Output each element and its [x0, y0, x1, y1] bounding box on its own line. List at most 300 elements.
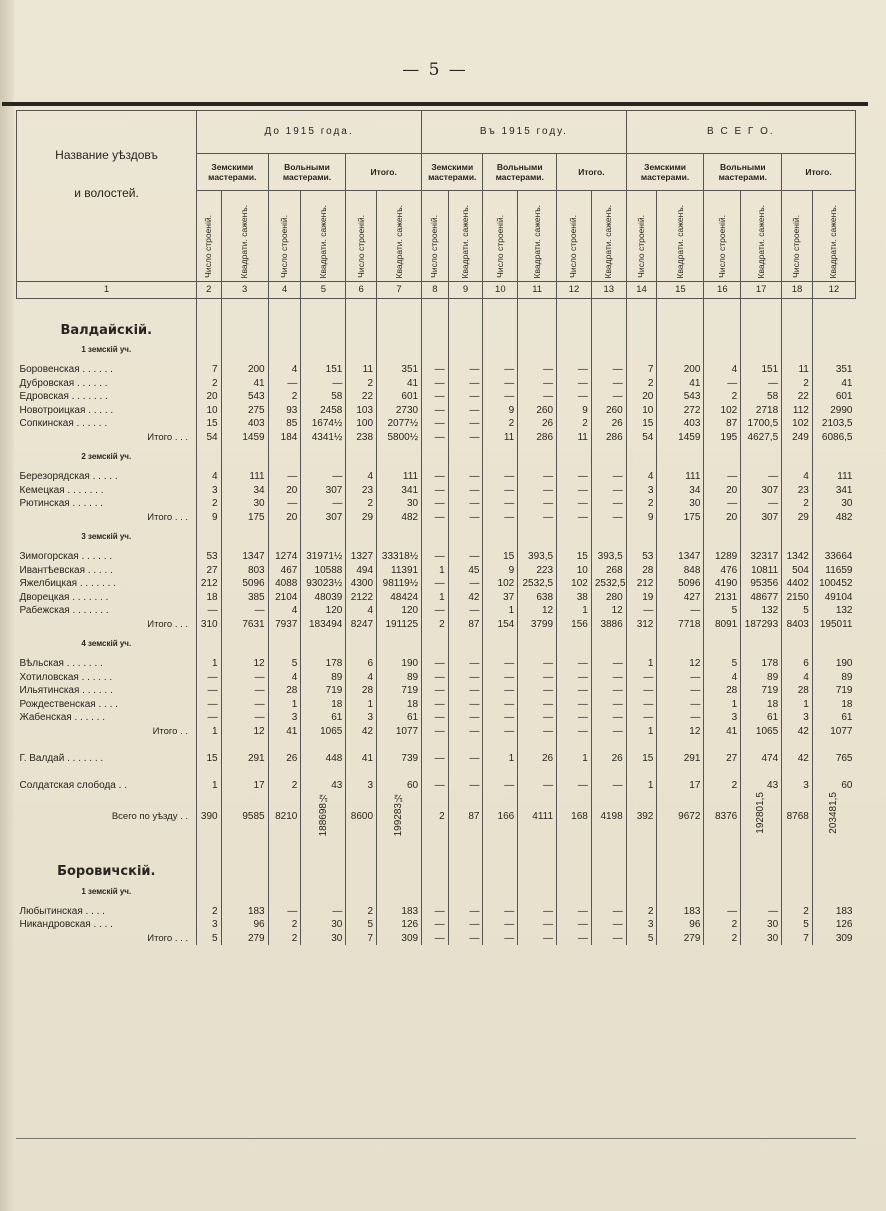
row-value: 4402	[782, 577, 813, 591]
row-value: 195	[704, 431, 741, 445]
row-value: 18	[812, 698, 855, 712]
row-value: 2	[346, 377, 377, 391]
row-value: —	[448, 417, 483, 431]
header-col-count: Число строеній.	[557, 191, 592, 282]
row-value: 385	[221, 591, 268, 605]
row-value: 30	[301, 918, 346, 932]
row-value: 1	[422, 591, 449, 605]
row-name: Сопкинская . . . . . .	[19, 418, 108, 429]
row-value: —	[518, 918, 557, 932]
row-value: —	[483, 363, 518, 377]
row-value: 191125	[377, 618, 422, 632]
row-value: 4111	[518, 792, 557, 841]
district-section-row	[17, 879, 856, 905]
row-value: 8768	[782, 792, 813, 841]
row-value: —	[448, 684, 483, 698]
row-value: 5	[782, 604, 813, 618]
row-value: 2	[268, 932, 301, 946]
row-value: 392	[626, 792, 657, 841]
region-name: Боровичскій.	[57, 864, 156, 879]
row-value: —	[448, 497, 483, 511]
top-rule	[2, 102, 868, 106]
row-value: —	[422, 363, 449, 377]
row-value: 102	[557, 577, 592, 591]
row-value: 61	[741, 711, 782, 725]
row-value: —	[518, 684, 557, 698]
row-value: 61	[301, 711, 346, 725]
row-value: 183	[657, 905, 704, 919]
row-value: 22	[782, 390, 813, 404]
row-value: 41	[377, 377, 422, 391]
row-value: 1065	[301, 725, 346, 739]
row-value: 3	[782, 711, 813, 725]
header-col-index: 5	[301, 282, 346, 299]
row-value: 2150	[782, 591, 813, 605]
row-name: Итого . . .	[147, 511, 189, 523]
row-value: 3	[197, 484, 222, 498]
row-value: 1077	[377, 725, 422, 739]
header-col-index: 9	[448, 282, 483, 299]
bottom-rule	[16, 1138, 856, 1139]
row-value: 30	[741, 918, 782, 932]
row-value: 8091	[704, 618, 741, 632]
row-value: 848	[657, 564, 704, 578]
header-col-index: 12	[812, 282, 855, 299]
row-value: 54	[197, 431, 222, 445]
row-value: 184	[268, 431, 301, 445]
row-value: 10588	[301, 564, 346, 578]
row-value: 28	[704, 684, 741, 698]
row-value: 351	[377, 363, 422, 377]
row-value: 183494	[301, 618, 346, 632]
row-value: 1	[268, 698, 301, 712]
row-value: —	[518, 497, 557, 511]
header-col-count: Число строеній.	[704, 191, 741, 282]
row-value: —	[483, 657, 518, 671]
row-value: 2	[782, 497, 813, 511]
row-value: 309	[812, 932, 855, 946]
header-col-index: 2	[197, 282, 222, 299]
row-value: —	[422, 918, 449, 932]
row-value: 4	[782, 671, 813, 685]
row-value: 111	[812, 470, 855, 484]
row-value: —	[591, 932, 626, 946]
table-row	[17, 550, 856, 564]
row-value: —	[422, 932, 449, 946]
row-value: 719	[301, 684, 346, 698]
row-value: 286	[518, 431, 557, 445]
row-value: 2	[197, 497, 222, 511]
row-name: Итого . .	[152, 725, 189, 737]
row-value: 3799	[518, 618, 557, 632]
row-name: Ильятинская . . . . . .	[19, 685, 113, 696]
row-value: —	[591, 377, 626, 391]
table-row	[17, 577, 856, 591]
row-value: 3	[268, 711, 301, 725]
row-value: 341	[377, 484, 422, 498]
row-value: 100452	[812, 577, 855, 591]
row-value: —	[704, 470, 741, 484]
row-value: —	[518, 779, 557, 793]
row-name: Новотроицкая . . . . .	[19, 404, 114, 416]
row-value: 212	[197, 577, 222, 591]
row-value: 2131	[704, 591, 741, 605]
row-value: —	[591, 470, 626, 484]
row-value: 11	[346, 363, 377, 377]
row-value: 2	[704, 390, 741, 404]
row-name: Березорядская . . . . .	[19, 471, 118, 482]
row-value: —	[591, 698, 626, 712]
row-value: 30	[221, 497, 268, 511]
row-value: —	[483, 377, 518, 391]
header-col-area: Квадрати. саженъ.	[377, 191, 422, 282]
table-row	[17, 363, 856, 377]
row-value: 2458	[301, 404, 346, 418]
row-value: 30	[301, 932, 346, 946]
row-value: —	[557, 698, 592, 712]
row-value: 5800½	[377, 431, 422, 445]
row-value: 272	[657, 404, 704, 418]
row-value: 102	[483, 577, 518, 591]
header-col-area: Квадрати. саженъ.	[812, 191, 855, 282]
row-value: 28	[268, 684, 301, 698]
row-name: Хотиловская . . . . . .	[19, 671, 113, 683]
region-row	[17, 841, 856, 879]
row-value: —	[422, 470, 449, 484]
header-names	[17, 111, 197, 282]
row-value: 2	[422, 618, 449, 632]
row-value: 7	[197, 363, 222, 377]
row-value: 4	[704, 363, 741, 377]
row-value: —	[448, 470, 483, 484]
row-value: 5096	[221, 577, 268, 591]
row-value: 9585	[221, 792, 268, 841]
header-col-area: Квадрати. саженъ.	[518, 191, 557, 282]
header-col-area: Квадрати. саженъ.	[448, 191, 483, 282]
row-value: —	[422, 417, 449, 431]
row-value: 4	[197, 470, 222, 484]
row-value: 212	[626, 577, 657, 591]
row-value: 33664	[812, 550, 855, 564]
table-row	[17, 698, 856, 712]
row-value: 30	[377, 497, 422, 511]
row-value: 96	[221, 918, 268, 932]
row-value: 32317	[741, 550, 782, 564]
header-sub-itogo: Итого.	[557, 154, 627, 191]
row-value: —	[483, 711, 518, 725]
row-value: —	[268, 470, 301, 484]
row-value: 601	[377, 390, 422, 404]
header-col-area: Квадрати. саженъ.	[301, 191, 346, 282]
row-value: 494	[346, 564, 377, 578]
row-value: 1342	[782, 550, 813, 564]
row-value: 12	[591, 604, 626, 618]
row-value: —	[518, 511, 557, 525]
region-name: Валдайскій.	[60, 322, 153, 337]
table-row	[17, 564, 856, 578]
district-section-row	[17, 631, 856, 657]
row-value: 2	[704, 918, 741, 932]
row-value: —	[557, 725, 592, 739]
row-value: 3	[346, 779, 377, 793]
row-value: —	[591, 484, 626, 498]
row-value: 29	[346, 511, 377, 525]
row-value: 28	[782, 684, 813, 698]
row-value: —	[591, 363, 626, 377]
row-value: 15	[197, 752, 222, 766]
row-value: —	[422, 684, 449, 698]
row-name: Боровенская . . . . . .	[19, 364, 113, 375]
header-sub-zemsk: Земскими мастерами.	[422, 154, 483, 191]
row-value: 42	[782, 752, 813, 766]
row-value: 1065	[741, 725, 782, 739]
row-value: 1	[422, 564, 449, 578]
row-value: 34	[221, 484, 268, 498]
row-value: —	[657, 711, 704, 725]
row-value: 89	[377, 671, 422, 685]
row-value: 3	[626, 918, 657, 932]
row-value: —	[422, 671, 449, 685]
row-value: 183	[377, 905, 422, 919]
row-value: —	[197, 711, 222, 725]
row-value: 5	[346, 918, 377, 932]
row-value: —	[557, 377, 592, 391]
row-value: —	[448, 932, 483, 946]
table-row	[17, 618, 856, 632]
row-value: 2990	[812, 404, 855, 418]
row-value: 310	[197, 618, 222, 632]
row-value: —	[518, 470, 557, 484]
row-value: 4	[782, 470, 813, 484]
page-edge	[0, 0, 14, 1211]
header-col-index: 15	[657, 282, 704, 299]
row-value: —	[557, 932, 592, 946]
table-row	[17, 918, 856, 932]
row-value: 43	[741, 779, 782, 793]
row-value: —	[518, 725, 557, 739]
row-value: 18	[301, 698, 346, 712]
row-value: 2	[422, 792, 449, 841]
row-value: 12	[518, 604, 557, 618]
table-row	[17, 591, 856, 605]
row-name: Яжелбицкая . . . . . . .	[19, 578, 116, 589]
header-col-count: Число строеній.	[197, 191, 222, 282]
row-value: 1	[197, 725, 222, 739]
row-value: —	[591, 684, 626, 698]
row-value: —	[422, 377, 449, 391]
row-value: 448	[301, 752, 346, 766]
row-value: 31971½	[301, 550, 346, 564]
row-value: 2	[346, 905, 377, 919]
row-value: 178	[301, 657, 346, 671]
row-value: 11	[782, 363, 813, 377]
row-value: 154	[483, 618, 518, 632]
row-value: —	[557, 657, 592, 671]
row-value: 17	[657, 779, 704, 793]
row-value: 5	[782, 918, 813, 932]
row-value: —	[448, 657, 483, 671]
row-value: 48039	[301, 591, 346, 605]
row-value: 1	[483, 604, 518, 618]
row-value: 22	[346, 390, 377, 404]
row-value: 6	[782, 657, 813, 671]
row-value: 126	[812, 918, 855, 932]
row-value: 37	[483, 591, 518, 605]
row-name: Жабенская . . . . . .	[19, 712, 106, 723]
table-row	[17, 779, 856, 793]
row-value: 1	[626, 779, 657, 793]
row-value: —	[268, 377, 301, 391]
header-col-count: Число строеній.	[782, 191, 813, 282]
row-value: 41	[268, 725, 301, 739]
row-value: 1	[626, 657, 657, 671]
row-value: 291	[657, 752, 704, 766]
row-value: 291	[221, 752, 268, 766]
row-value: 60	[812, 779, 855, 793]
row-value: 178	[741, 657, 782, 671]
row-value: —	[557, 497, 592, 511]
row-value: 12	[657, 725, 704, 739]
row-value: —	[704, 497, 741, 511]
row-name: Дубровская . . . . . .	[19, 377, 108, 389]
row-value: —	[741, 470, 782, 484]
row-value: —	[591, 779, 626, 793]
row-value: —	[518, 363, 557, 377]
header-group-in: Въ 1915 году.	[422, 111, 627, 154]
district-section-row	[17, 444, 856, 470]
row-value: 4	[346, 604, 377, 618]
row-value: 58	[741, 390, 782, 404]
row-value: 280	[591, 591, 626, 605]
row-value: —	[518, 698, 557, 712]
row-value: 18	[377, 698, 422, 712]
row-value: 279	[221, 932, 268, 946]
row-value: 187293	[741, 618, 782, 632]
row-value: 89	[812, 671, 855, 685]
row-value: 199283½	[377, 792, 422, 841]
row-value: 23	[346, 484, 377, 498]
row-name: Итого . . .	[147, 618, 189, 630]
row-value: —	[268, 497, 301, 511]
row-value: 53	[626, 550, 657, 564]
row-name: Г. Валдай . . . . . . .	[19, 752, 104, 764]
row-value: 2	[704, 779, 741, 793]
table-row	[17, 684, 856, 698]
header-col-count: Число строеній.	[626, 191, 657, 282]
row-value: —	[221, 604, 268, 618]
row-value: —	[518, 390, 557, 404]
row-value: —	[448, 377, 483, 391]
row-value: —	[448, 918, 483, 932]
row-value: —	[448, 671, 483, 685]
statistics-table	[16, 110, 856, 945]
row-value: —	[591, 711, 626, 725]
row-value: 15	[197, 417, 222, 431]
row-name: Едровская . . . . . . .	[19, 391, 108, 402]
row-value: 12	[221, 725, 268, 739]
row-value: 1077	[812, 725, 855, 739]
row-value: 195011	[812, 618, 855, 632]
row-value: 9	[557, 404, 592, 418]
row-value: —	[483, 390, 518, 404]
row-value: 28	[346, 684, 377, 698]
header-col-index: 14	[626, 282, 657, 299]
row-value: 20	[626, 390, 657, 404]
row-value: 200	[221, 363, 268, 377]
row-value: 1	[483, 752, 518, 766]
row-value: 307	[301, 511, 346, 525]
row-value: 85	[268, 417, 301, 431]
table-row	[17, 932, 856, 946]
row-value: —	[422, 604, 449, 618]
row-value: 5096	[657, 577, 704, 591]
row-value: —	[448, 711, 483, 725]
row-value: —	[704, 377, 741, 391]
row-value: —	[448, 550, 483, 564]
row-value: 8403	[782, 618, 813, 632]
row-value: 175	[221, 511, 268, 525]
row-value: 20	[704, 484, 741, 498]
row-value: —	[301, 470, 346, 484]
row-value: 42	[448, 591, 483, 605]
row-value: —	[657, 684, 704, 698]
table-row	[17, 792, 856, 841]
row-name: Рабежская . . . . . . .	[19, 605, 109, 616]
row-value: 1274	[268, 550, 301, 564]
row-value: —	[557, 511, 592, 525]
row-value: 8376	[704, 792, 741, 841]
row-value: 7937	[268, 618, 301, 632]
row-value: 3	[782, 779, 813, 793]
row-value: 112	[782, 404, 813, 418]
table-row	[17, 390, 856, 404]
row-value: 1	[782, 698, 813, 712]
table-row	[17, 484, 856, 498]
row-value: 1459	[221, 431, 268, 445]
header-names-line1: Название уѣздовъ	[55, 148, 158, 162]
row-value: 476	[704, 564, 741, 578]
row-value: 7	[346, 932, 377, 946]
row-value: —	[483, 511, 518, 525]
row-value: 1	[626, 725, 657, 739]
table-row	[17, 431, 856, 445]
row-value: —	[422, 431, 449, 445]
row-value: 307	[741, 511, 782, 525]
row-value: 111	[377, 470, 422, 484]
row-value: 41	[657, 377, 704, 391]
header-col-index: 7	[377, 282, 422, 299]
table-row	[17, 470, 856, 484]
row-value: 601	[812, 390, 855, 404]
row-value: 1	[704, 698, 741, 712]
row-value: 20	[704, 511, 741, 525]
row-value: 2	[626, 905, 657, 919]
row-value: 3	[197, 918, 222, 932]
row-value: —	[197, 671, 222, 685]
row-value: 4198	[591, 792, 626, 841]
row-value: 41	[221, 377, 268, 391]
header-col-index: 13	[591, 282, 626, 299]
row-value: 38	[557, 591, 592, 605]
row-value: 1	[557, 604, 592, 618]
header-sub-volny: Вольными мастерами.	[268, 154, 346, 191]
table-row	[17, 657, 856, 671]
row-value: 4	[268, 671, 301, 685]
header-col-index: 16	[704, 282, 741, 299]
row-value: 4	[704, 671, 741, 685]
row-value: —	[591, 725, 626, 739]
row-value: —	[422, 577, 449, 591]
